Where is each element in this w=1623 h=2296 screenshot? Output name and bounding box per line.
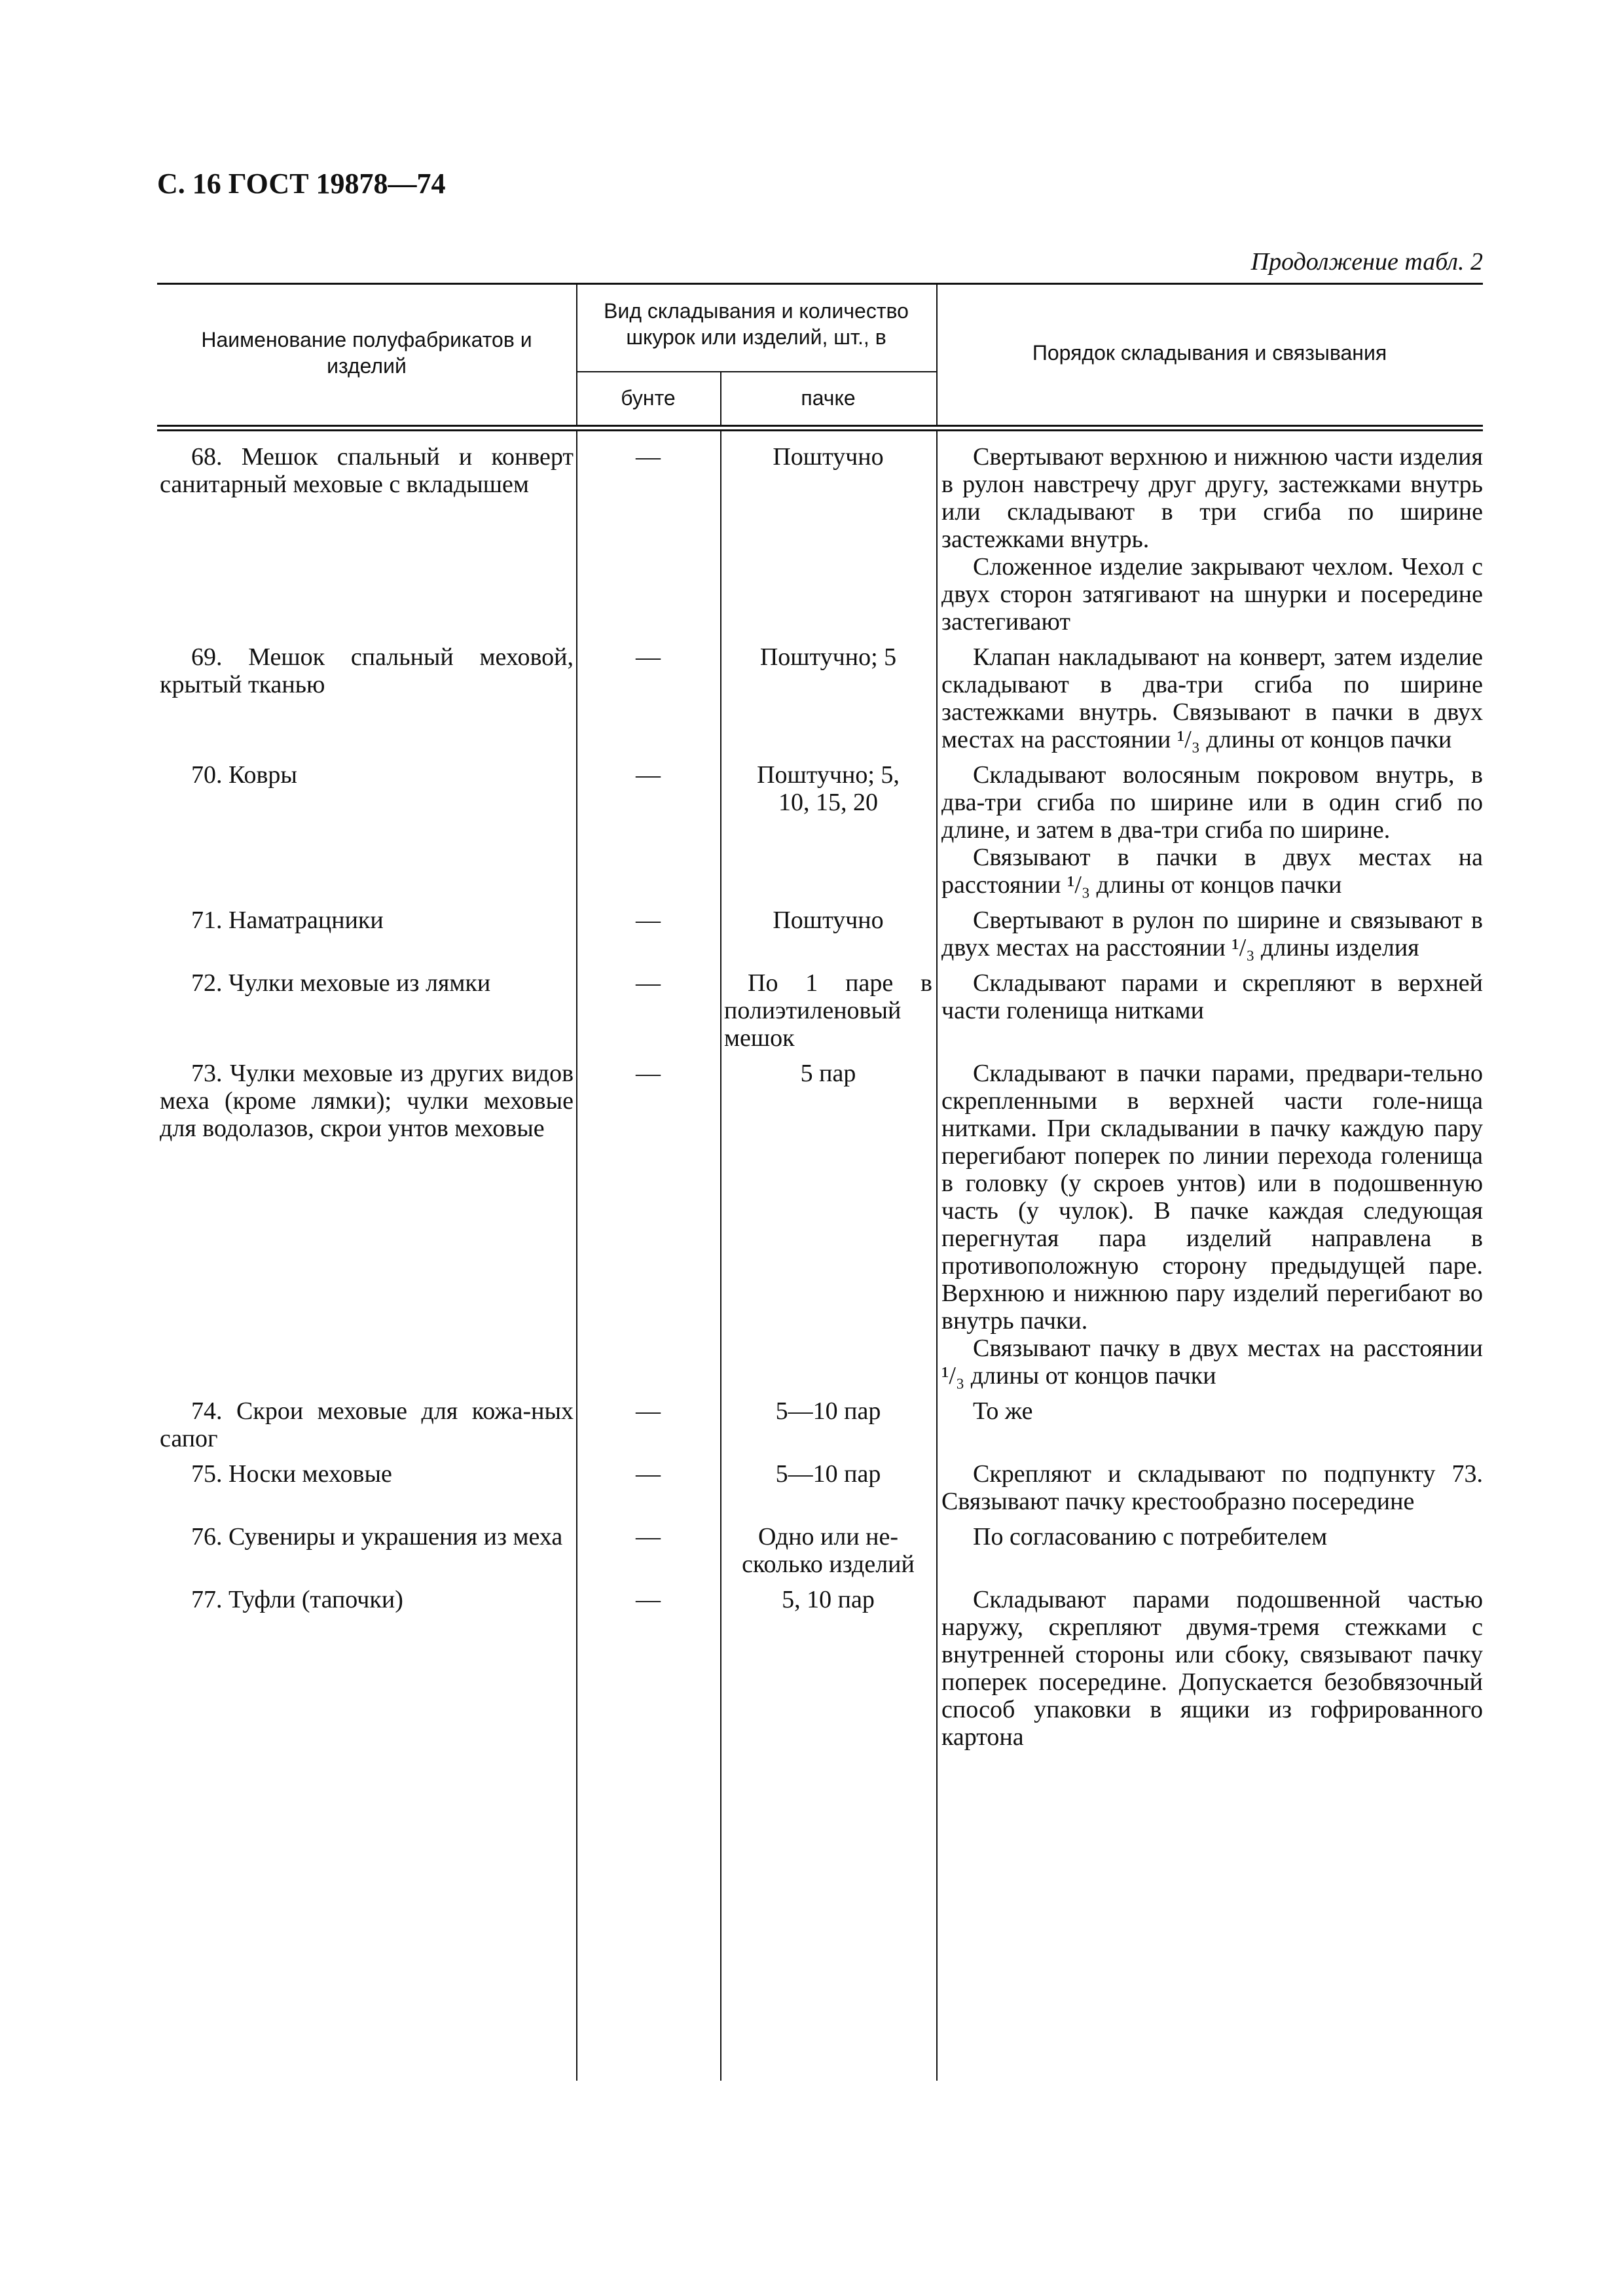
pachke-cell: 5, 10 пар bbox=[782, 1586, 875, 1613]
pachke-cell: Поштучно; 5, 10, 15, 20 bbox=[757, 761, 900, 816]
table-row: 77. Туфли (тапочки) — 5, 10 пар Складывают парами подошвенной частью наружу, скрепляют двумя-тремя стежками с внутренней стороны или сбоку, связывают пачку поперек посередине. Допускается безобвязочный способ упаковки в ящики из гофрированного картона bbox=[191, 1586, 1483, 1751]
order-text: Скрепляют и складывают по подпункту 73. Связывают пачку крестообразно посередине bbox=[941, 1460, 1483, 1515]
table-row: 71. Наматрацники — Поштучно Свертывают в рулон по ширине и связывают в двух местах на расстоянии ¹/₃ длины изделия bbox=[191, 906, 1483, 961]
product-name: Мешок спальный меховой, крытый тканью bbox=[160, 643, 574, 698]
order-text: Сложенное изделие закрывают чехлом. Чехол с двух сторон затягивают на шнурки и посередине застегивают bbox=[941, 553, 1483, 636]
table-row: 68. Мешок спальный и конверт санитарный меховые с вкладышем — Поштучно Свертывают верхнюю и нижнюю части изделия в рулон навстречу друг другу, застежками внутрь или складывают в три сгиба по ширине застежками внутрь. Сложенное изделие закрывают чехлом. Чехол с двух сторон затягивают на шнурки и посередине застегивают bbox=[160, 443, 1483, 636]
product-name: Носки меховые bbox=[228, 1460, 392, 1488]
product-name: Мешок спальный и конверт санитарный меховые с вкладышем bbox=[160, 443, 574, 498]
product-name: Чулки меховые из других видов меха (кроме лямки); чулки меховые для водолазов, скрои унтов меховые bbox=[160, 1060, 574, 1142]
pachke-cell: Поштучно; 5 bbox=[759, 643, 897, 671]
order-text: Складывают волосяным покровом внутрь, в два-три сгиба по ширине или в один сгиб по длине, и затем в два-три сгиба по ширине. bbox=[941, 761, 1483, 844]
bunte-cell: — bbox=[636, 643, 661, 671]
header-bunte: бунте bbox=[621, 386, 676, 410]
header-fold-type: Вид складывания и количество шкурок или изделий, шт., в bbox=[604, 299, 909, 349]
pachke-cell: Поштучно bbox=[773, 443, 884, 471]
order-text: Свертывают верхнюю и нижнюю части изделия в рулон навстречу друг другу, застежками внутрь или складывают в три сгиба по ширине застежками внутрь. bbox=[941, 443, 1483, 553]
table-row: 72. Чулки меховые из лямки — По 1 паре в полиэтиленовый мешок Складывают парами и скрепляют в верхней части голенища нитками bbox=[191, 969, 1483, 1052]
header-order: Порядок складывания и связывания bbox=[1032, 341, 1387, 365]
table-row: 75. Носки меховые — 5—10 пар Скрепляют и складывают по подпункту 73. Связывают пачку крестообразно посередине bbox=[191, 1460, 1483, 1515]
bunte-cell: — bbox=[636, 1397, 661, 1425]
continuation-label: Продолжение табл. 2 bbox=[1250, 248, 1483, 276]
header-name: Наименование полуфабрикатов и изделий bbox=[201, 328, 532, 378]
product-name: Сувениры и украшения из меха bbox=[228, 1523, 563, 1551]
table-row: 73. Чулки меховые из других видов меха (кроме лямки); чулки меховые для водолазов, скрои унтов меховые — 5 пар Складывают в пачки парами, предвари-тельно скрепленными в верхней части голе-нища нитками. При складывании в пачку каждую пару перегибают поперек по линии перехода голенища в головку (у скроев унтов) или в подошвенную часть (у чулок). В пачке каждая следующая перегнутая пара изделий направлена в противоположную сторону предыдущей паре. Верхнюю и нижнюю пару изделий перегибают во внутрь пачки. Связывают пачку в двух местах на расстоянии ¹/₃ длины от концов пачки bbox=[160, 1060, 1483, 1390]
bunte-cell: — bbox=[636, 761, 661, 789]
pachke-cell: По 1 паре в полиэтиленовый мешок bbox=[724, 969, 932, 1052]
packing-table bbox=[157, 283, 1483, 1751]
pachke-cell: Одно или не-сколько изделий bbox=[742, 1523, 915, 1578]
page-header: С. 16 ГОСТ 19878—74 bbox=[157, 168, 446, 200]
order-text: Складывают парами и скрепляют в верхней части голенища нитками bbox=[941, 969, 1483, 1024]
pachke-cell: 5—10 пар bbox=[775, 1397, 881, 1425]
order-text: Связывают пачку в двух местах на расстоянии ¹/₃ длины от концов пачки bbox=[941, 1335, 1483, 1390]
header-pachke: пачке bbox=[801, 386, 856, 410]
table-row: 69. Мешок спальный меховой, крытый тканью — Поштучно; 5 Клапан накладывают на конверт, затем изделие складывают в два-три сгиба по ширине застежками внутрь. Связывают в пачки в двух местах на расстоянии ¹/₃ длины от концов пачки bbox=[160, 643, 1483, 753]
pachke-cell: 5 пар bbox=[800, 1060, 856, 1087]
bunte-cell: — bbox=[636, 1460, 661, 1488]
product-name: Скрои меховые для кожа-ных сапог bbox=[160, 1397, 574, 1452]
order-text: По согласованию с потребителем bbox=[973, 1523, 1328, 1551]
bunte-cell: — bbox=[636, 443, 661, 471]
table-row: 76. Сувениры и украшения из меха — Одно или не-сколько изделий По согласованию с потребителем bbox=[157, 1523, 1483, 1578]
table-row: 74. Скрои меховые для кожа-ных сапог — 5—10 пар То же bbox=[157, 1397, 1483, 1452]
table-body bbox=[157, 435, 1483, 1751]
bunte-cell: — bbox=[636, 906, 661, 934]
bunte-cell: — bbox=[636, 1060, 661, 1087]
order-text: Связывают в пачки в двух местах на расстоянии ¹/₃ длины от концов пачки bbox=[941, 844, 1483, 899]
table-row: 70. Ковры — Поштучно; 5, 10, 15, 20 Складывают волосяным покровом внутрь, в два-три сгиба по ширине или в один сгиб по длине, и затем в два-три сгиба по ширине. Связывают в пачки в двух местах на расстоянии ¹/₃ длины от концов пачки bbox=[191, 761, 1483, 899]
order-text: Складывают парами подошвенной частью наружу, скрепляют двумя-тремя стежками с внутренней стороны или сбоку, связывают пачку поперек посередине. Допускается безобвязочный способ упаковки в ящики из гофрированного картона bbox=[941, 1586, 1483, 1751]
bunte-cell: — bbox=[636, 1523, 661, 1551]
bunte-cell: — bbox=[636, 1586, 661, 1613]
pachke-cell: 5—10 пар bbox=[775, 1460, 881, 1488]
order-text: Клапан накладывают на конверт, затем изделие складывают в два-три сгиба по ширине застежками внутрь. Связывают в пачки в двух местах на расстоянии ¹/₃ длины от концов пачки bbox=[941, 643, 1483, 753]
product-name: Наматрацники bbox=[228, 906, 384, 934]
bunte-cell: — bbox=[636, 969, 661, 997]
table-header bbox=[157, 283, 1483, 431]
product-name: Туфли (тапочки) bbox=[228, 1586, 403, 1613]
product-name: Ковры bbox=[228, 761, 297, 789]
order-text: То же bbox=[973, 1397, 1033, 1425]
order-text: Складывают в пачки парами, предвари-тельно скрепленными в верхней части голе-нища нитками. При складывании в пачку каждую пару перегибают поперек по линии перехода голенища в головку (у скроев унтов) или в подошвенную часть (у чулок). В пачке каждая следующая перегнутая пара изделий направлена в противоположную сторону предыдущей паре. Верхнюю и нижнюю пару изделий перегибают во внутрь пачки. bbox=[941, 1060, 1483, 1335]
pachke-cell: Поштучно bbox=[773, 906, 884, 934]
product-name: Чулки меховые из лямки bbox=[228, 969, 491, 997]
order-text: Свертывают в рулон по ширине и связывают в двух местах на расстоянии ¹/₃ длины изделия bbox=[941, 906, 1483, 961]
